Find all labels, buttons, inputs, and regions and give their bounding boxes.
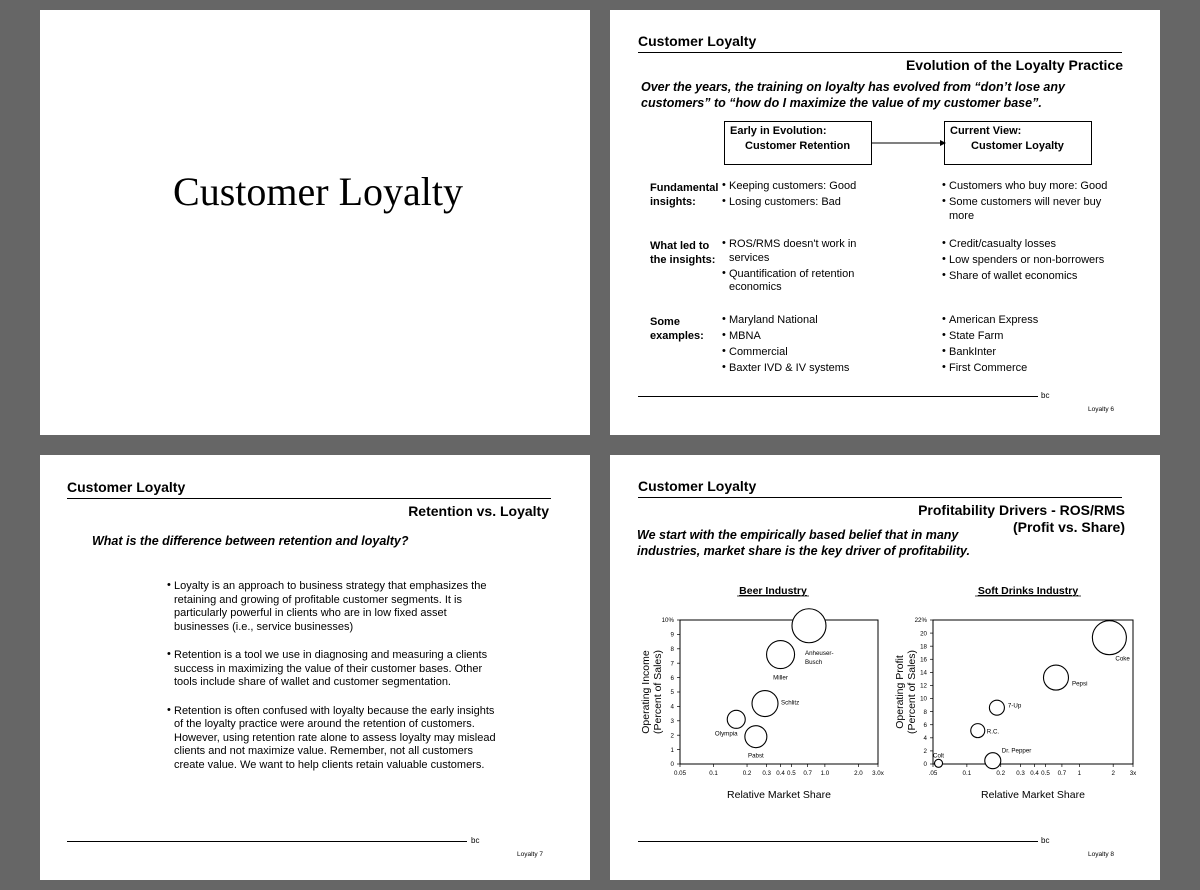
header-rule [638, 497, 1122, 498]
chart-2-bubble-colt [935, 759, 943, 767]
slide-3 [40, 455, 590, 880]
row-1-left-list [722, 180, 872, 212]
list-item: • Quantification of retention economics [722, 268, 872, 295]
chart-2-bubble-coke [1092, 621, 1126, 655]
page-number: Loyalty 7 [517, 851, 544, 858]
chart-1-x-tick-label: 2.0 [854, 770, 863, 777]
chart-2-y-tick-label: 6 [923, 721, 927, 729]
page-number: Loyalty 6 [1088, 406, 1115, 413]
chart-2-bubble-dr-pepper [985, 753, 1001, 769]
chart-2-y-tick-label: 4 [923, 735, 927, 743]
slide-2-intro: Over the years, the training on loyalty has evolved from “don’t lose any customers” to “how do I maximize the value of my customer base”. [641, 80, 1065, 110]
chart-2-title: Soft Drinks Industry [977, 585, 1079, 597]
slide-1-title: Customer Loyalty [173, 169, 463, 214]
chart-2-x-tick-label: 3x [1129, 770, 1137, 777]
chart-1-bubble-olympia [727, 710, 745, 728]
chart-2-x-axis-label: Relative Market Share [981, 789, 1085, 801]
chart-1-x-tick-label: 0.1 [709, 770, 718, 777]
chart-2-x-tick-label: 0.3 [1016, 770, 1025, 777]
chart-2-point-label: R.C. [986, 728, 1000, 736]
chart-1-y-tick-label: 7 [670, 660, 674, 668]
footer-rule [638, 841, 1038, 842]
list-item: • Keeping customers: Good [722, 180, 872, 194]
list-item: • Commercial [722, 346, 872, 360]
row-2-left-list [722, 238, 872, 297]
chart-1-y-tick-label: 10% [661, 617, 674, 625]
chart-2-y-tick-label: 14 [920, 669, 927, 677]
slide-4-subtitle-line1: Profitability Drivers - ROS/RMS [918, 502, 1125, 518]
chart-2-bubble-r-c- [971, 724, 985, 738]
chart-1-y-tick-label: 6 [670, 674, 674, 682]
chart-1-y-tick-label: 2 [670, 732, 674, 740]
box-current-line1: Current View: [950, 125, 1022, 137]
chart-1-bubble-miller [767, 641, 795, 669]
chart-1-x-tick-label: 0.2 [742, 770, 752, 777]
chart-1-point-label: Busch [804, 658, 823, 666]
list-item: • American Express [942, 314, 1120, 328]
chart-2-y-axis-label-line2: (Percent of Sales) [906, 649, 918, 735]
chart-1-x-tick-label: 0.5 [787, 770, 796, 777]
chart-2-x-tick-label: 0.7 [1057, 770, 1067, 777]
footer-rule [638, 396, 1038, 397]
slide-2-subtitle: Evolution of the Loyalty Practice [905, 57, 1123, 73]
chart-2-y-tick-label: 10 [920, 695, 927, 703]
chart-2-point-label: Colt [933, 752, 945, 760]
row-label-what-led: What led to the insights: [650, 240, 716, 266]
chart-2-point-label: 7-Up [1007, 702, 1022, 710]
chart-1-x-tick-label: 0.05 [673, 770, 687, 777]
list-item: • Losing customers: Bad [722, 196, 872, 210]
chart-1-y-tick-label: 9 [670, 631, 674, 639]
chart-1-bubble-pabst [745, 726, 767, 748]
chart-1-y-tick-label: 0 [670, 761, 674, 769]
list-item: • First Commerce [942, 362, 1120, 376]
chart-2-x-tick-label: .05 [928, 770, 938, 777]
chart-1-x-tick-label: 0.4 [776, 770, 785, 777]
chart-1-point-label: Olympia [714, 730, 738, 738]
footer-mark: bc [471, 836, 480, 845]
box-current-view [944, 121, 1092, 165]
chart-1-title: Beer Industry [739, 585, 807, 597]
chart-2-x-tick-label: 0.5 [1041, 770, 1050, 777]
profitability-charts [610, 575, 1160, 805]
chart-2-point-label: Dr. Pepper [1001, 747, 1032, 755]
list-item: • Customers who buy more: Good [942, 180, 1120, 194]
chart-2-point-label: Pepsi [1071, 680, 1088, 688]
chart-1-point-label: Anheuser- [804, 649, 834, 657]
chart-1-point-label: Pabst [747, 752, 764, 760]
chart-1-y-tick-label: 1 [670, 746, 674, 754]
footer-mark: bc [1041, 391, 1050, 400]
chart-1-x-axis-label: Relative Market Share [727, 789, 831, 801]
chart-2-y-tick-label: 20 [920, 630, 927, 638]
slide-3-subtitle: Retention vs. Loyalty [408, 503, 549, 519]
chart-2-x-tick-label: 2 [1111, 770, 1115, 777]
slide-1 [40, 10, 590, 435]
row-label-fundamental: Fundamental insights: [650, 182, 719, 208]
list-item: • Retention is often confused with loyalty because the early insights of the loyalty practice were around the retention of customers. However, using retention rate alone to assess loyalty may mislead clients and not maximize value. Remember, not all customers create value. We want to help clients retain valuable customers. [167, 705, 497, 773]
chart-1-y-tick-label: 4 [670, 703, 674, 711]
chart-1-y-tick-label: 8 [670, 646, 674, 653]
list-item: • State Farm [942, 330, 1120, 344]
slide-4-intro: We start with the empirically based belief that in many industries, market share is the key driver of profitability. [637, 528, 970, 558]
slide-4 [610, 455, 1160, 880]
chart-2-x-tick-label: 0.4 [1030, 770, 1039, 777]
chart-1-bubble-schlitz [752, 691, 778, 717]
chart-1-bubble-anheuser-busch [792, 609, 826, 643]
chart-1-point-label: Miller [773, 674, 788, 682]
list-item: • Retention is a tool we use in diagnosing and measuring a clients success in maximizing the value of their customer bases. Other tools include share of wallet and customer segmentation. [167, 649, 497, 690]
chart-2-y-tick-label: 8 [923, 708, 927, 716]
chart-1-x-tick-label: 0.3 [762, 770, 771, 777]
slide-2 [610, 10, 1160, 435]
row-3-right-list [942, 314, 1120, 378]
row-label-examples: Some examples: [650, 316, 704, 342]
list-item: • ROS/RMS doesn't work in services [722, 238, 872, 265]
list-item: • Credit/casualty losses [942, 238, 1122, 252]
chart-2-x-tick-label: 0.1 [962, 770, 972, 777]
evolution-arrow [872, 138, 946, 148]
chart-2-y-tick-label: 2 [923, 748, 927, 756]
chart-1-y-tick-label: 3 [670, 718, 674, 725]
slide-4-header: Customer Loyalty [638, 478, 757, 494]
header-rule [67, 498, 551, 499]
chart-2-x-tick-label: 1 [1077, 770, 1082, 777]
list-item: • Loyalty is an approach to business strategy that emphasizes the retaining and growing of profitable customer segments. It is particularly powerful in clients who are in low fixed asset businesses (i.e., service businesses) [167, 580, 497, 634]
page-number: Loyalty 8 [1088, 851, 1115, 858]
header-rule [638, 52, 1122, 53]
box-early-evolution [724, 121, 872, 165]
list-item: • MBNA [722, 330, 872, 344]
chart-2-bubble-7-up [989, 700, 1004, 715]
box-early-line1: Early in Evolution: [730, 125, 827, 137]
chart-2-y-tick-label: 18 [920, 643, 927, 651]
chart-1-y-axis-label-line2: (Percent of Sales) [652, 649, 664, 735]
list-item: • Share of wallet economics [942, 270, 1122, 284]
chart-1-x-tick-label: 1.0 [820, 770, 830, 777]
chart-2-y-axis-label-line1: Operating Profit [894, 655, 906, 729]
slide-3-bullets [167, 580, 497, 787]
slide-3-header: Customer Loyalty [67, 479, 186, 495]
list-item: • Low spenders or non-borrowers [942, 254, 1122, 268]
box-early-line2: Customer Retention [745, 140, 851, 152]
list-item: • BankInter [942, 346, 1120, 360]
chart-2-y-tick-label: 22% [914, 617, 927, 625]
footer-mark: bc [1041, 836, 1050, 845]
chart-1-point-label: Schlitz [781, 699, 800, 707]
list-item: • Baxter IVD & IV systems [722, 362, 872, 376]
chart-2-y-tick-label: 0 [923, 761, 927, 769]
slide-4-subtitle-line2: (Profit vs. Share) [1012, 519, 1125, 535]
chart-1-x-tick-label: 3.0x [872, 770, 884, 777]
list-item: • Some customers will never buy more [942, 196, 1120, 223]
footer-rule [67, 841, 467, 842]
list-item: • Maryland National [722, 314, 872, 328]
chart-1-x-tick-label: 0.7 [803, 770, 812, 777]
row-1-right-list [942, 180, 1120, 226]
chart-2-y-tick-label: 16 [920, 656, 927, 664]
box-current-line2: Customer Loyalty [971, 140, 1064, 152]
chart-2-y-tick-label: 12 [920, 682, 927, 690]
chart-2-x-tick-label: 0.2 [996, 770, 1006, 777]
chart-1-y-axis-label-line1: Operating Income [640, 650, 652, 734]
row-3-left-list [722, 314, 872, 378]
slide-2-header: Customer Loyalty [638, 33, 757, 49]
chart-2-point-label: Coke [1115, 655, 1130, 663]
chart-2-bubble-pepsi [1043, 665, 1068, 690]
row-2-right-list [942, 238, 1122, 286]
chart-1-y-tick-label: 5 [670, 689, 674, 697]
slide-3-question: What is the difference between retention and loyalty? [92, 534, 409, 548]
